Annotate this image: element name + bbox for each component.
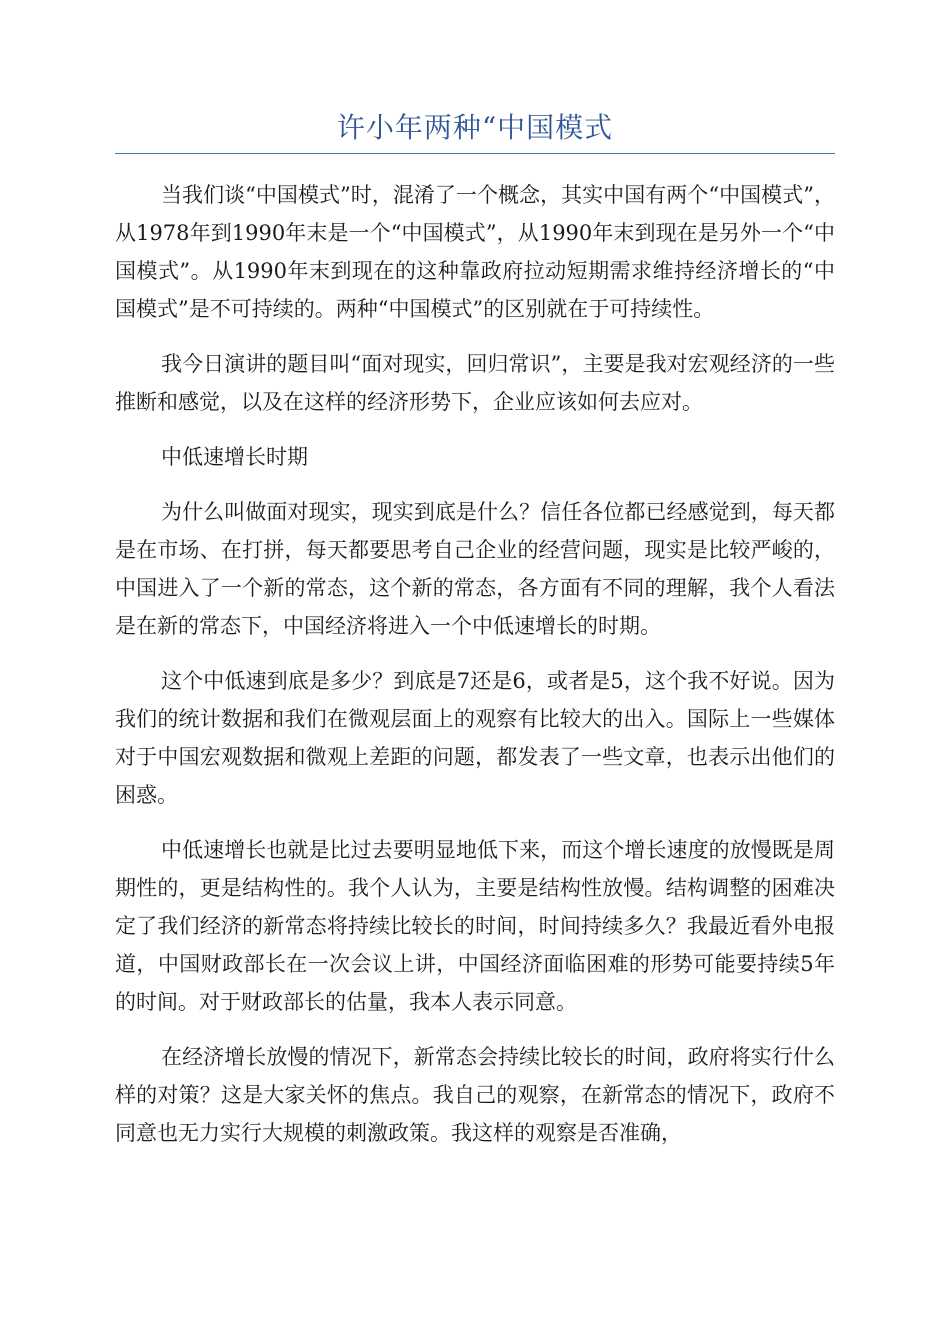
paragraph-4: 这个中低速到底是多少？到底是7还是6，或者是5，这个我不好说。因为我们的统计数据和我们在微观层面上的观察有比较大的出入。国际上一些媒体对于中国宏观数据和微观上差距的问题，都发表了一些文章，也表示出他们的困惑。 [115,669,835,807]
paragraph-5: 中低速增长也就是比过去要明显地低下来，而这个增长速度的放慢既是周期性的，更是结构性的。我个人认为，主要是结构性放慢。结构调整的困难决定了我们经济的新常态将持续比较长的时间，时间持续多久？我最近看外电报道，中国财政部长在一次会议上讲，中国经济面临困难的形势可能要持续5年的时间。对于财政部长的估量，我本人表示同意。 [115,838,835,1014]
paragraph-1: 当我们谈“中国模式”时，混淆了一个概念，其实中国有两个“中国模式”，从1978年到1990年末是一个“中国模式”，从1990年末到现在是另外一个“中国模式”。从1990年末到现在的这种靠政府拉动短期需求维持经济增长的“中国模式”是不可持续的。两种“中国模式”的区别就在于可持续性。 [115,183,835,321]
paragraph-2: 我今日演讲的题目叫“面对现实，回归常识”，主要是我对宏观经济的一些推断和感觉，以及在这样的经济形势下，企业应该如何去应对。 [115,352,835,414]
paragraph-6: 在经济增长放慢的情况下，新常态会持续比较长的时间，政府将实行什么样的对策？这是大家关怀的焦点。我自己的观察，在新常态的情况下，政府不同意也无力实行大规模的刺激政策。我这样的观察是否准确， [115,1045,835,1145]
document-body [115,176,835,1169]
paragraph-3: 为什么叫做面对现实，现实到底是什么？信任各位都已经感觉到，每天都是在市场、在打拼，每天都要思考自己企业的经营问题，现实是比较严峻的，中国进入了一个新的常态，这个新的常态，各方面有不同的理解，我个人看法是在新的常态下，中国经济将进入一个中低速增长的时期。 [115,500,835,638]
document-title: 许小年两种“中国模式 [336,111,614,144]
section-heading: 中低速增长时期 [161,445,308,469]
title-underline [115,153,835,154]
